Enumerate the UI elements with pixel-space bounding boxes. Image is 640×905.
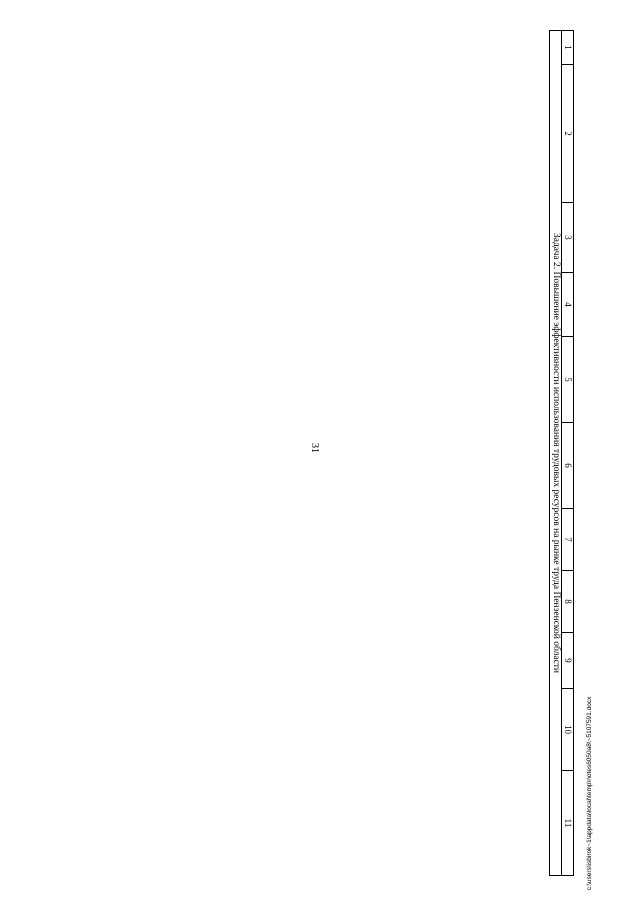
task-row	[550, 31, 562, 876]
col-number: 1	[562, 31, 574, 65]
col-number: 2	[562, 65, 574, 203]
program-table	[549, 30, 574, 876]
col-number: 5	[562, 337, 574, 423]
table-body	[550, 31, 574, 876]
page-number: 31	[309, 443, 320, 453]
col-number: 4	[562, 273, 574, 337]
col-number: 11	[562, 771, 574, 876]
footer-file-path: c:\users\isbirok~1\appdata\local\temp\notes6050a8\~5107591.docx	[586, 696, 593, 890]
col-number: 6	[562, 423, 574, 509]
col-number: 8	[562, 571, 574, 633]
col-number: 3	[562, 203, 574, 273]
col-number: 9	[562, 633, 574, 689]
column-number-row	[562, 31, 574, 876]
col-number: 10	[562, 689, 574, 771]
rotated-table-container	[62, 30, 574, 875]
task-title: Задача 2. Повышение эффективности использования трудовых ресурсов на рынке труда Пензенской области	[550, 31, 562, 876]
col-number: 7	[562, 509, 574, 571]
